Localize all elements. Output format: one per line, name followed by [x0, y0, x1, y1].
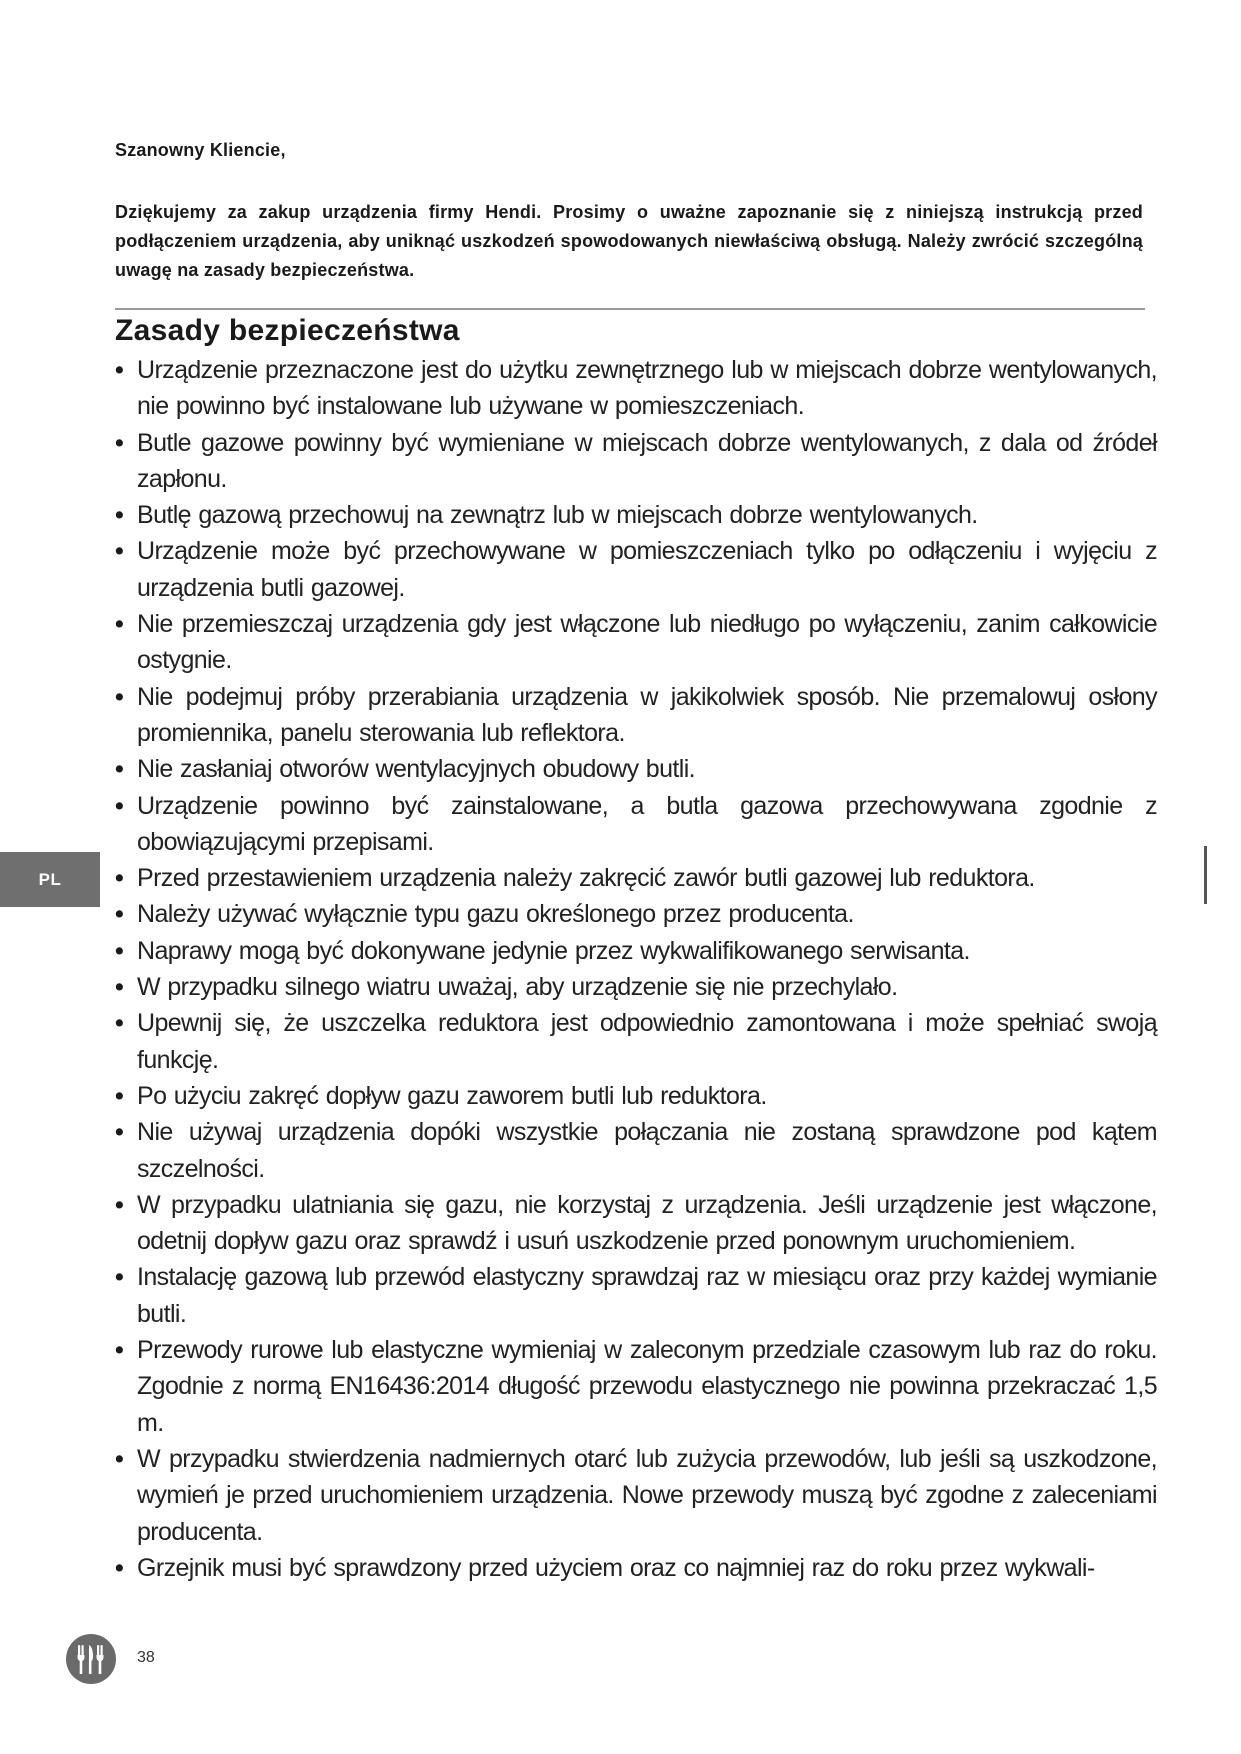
list-item: [115, 497, 1157, 533]
list-item-text: Nie podejmuj próby przerabiania urządzenia w jakikolwiek sposób. Nie przemalowuj osłony promiennika, panelu sterowania lub reflektora.: [137, 682, 1157, 747]
greeting: Szanowny Kliencie,: [115, 140, 286, 160]
list-item-text: Urządzenie powinno być zainstalowane, a butla gazowa przechowywana zgodnie z obowiązującymi przepisami.: [137, 791, 1157, 856]
page-number: 38: [137, 1649, 155, 1666]
list-item: [115, 1259, 1157, 1332]
list-item: [115, 860, 1157, 896]
list-item: [115, 1114, 1157, 1187]
list-item-text: Naprawy mogą być dokonywane jedynie przez wykwalifikowanego serwisanta.: [137, 936, 970, 965]
section-divider: [115, 308, 1145, 310]
list-item-text: Urządzenie przeznaczone jest do użytku zewnętrznego lub w miejscach dobrze wentylowanych, nie powinno być instalowane lub używane w pomieszczeniach.: [137, 356, 1157, 421]
list-item: [115, 606, 1157, 679]
cutlery-logo-icon: [66, 1634, 116, 1684]
list-item-text: Butlę gazową przechowuj na zewnątrz lub w miejscach dobrze wentylowanych.: [137, 501, 978, 530]
list-item-text: W przypadku ulatniania się gazu, nie korzystaj z urządzenia. Jeśli urządzenie jest włączone, odetnij dopływ gazu oraz sprawdź i usuń uszkodzenie przed ponownym uruchomieniem.: [137, 1190, 1157, 1256]
list-item-text: W przypadku stwierdzenia nadmiernych otarć lub zużycia przewodów, lub jeśli są uszkodzone, wymień je przed uruchomieniem urządzenia. Nowe przewody muszą być zgodne z zaleceniami producenta.: [137, 1444, 1157, 1546]
intro-paragraph: Dziękujemy za zakup urządzenia firmy Hendi. Prosimy o uważne zapoznanie się z niniejszą instrukcją przed podłączeniem urządzenia, aby uniknąć uszkodzeń spowodowanych niewłaściwą obsługą. Należy zwrócić szczególną uwagę na zasady bezpieczeństwa.: [115, 202, 1143, 280]
list-item-text: Butle gazowe powinny być wymieniane w miejscach dobrze wentylowanych, z dala od źródeł zapłonu.: [137, 428, 1157, 493]
safety-rules-list: [115, 352, 1157, 1586]
list-item-text: Instalację gazową lub przewód elastyczny sprawdzaj raz w miesiącu oraz przy każdej wymianie butli.: [137, 1263, 1157, 1328]
list-item: [115, 751, 1157, 787]
list-item-text: W przypadku silnego wiatru uważaj, aby urządzenie się nie przechylało.: [137, 973, 898, 1002]
list-item-text: Grzejnik musi być sprawdzony przed użyciem oraz co najmniej raz do roku przez wykwali-: [137, 1553, 1095, 1582]
list-item: [115, 1550, 1157, 1586]
section-title: Zasady bezpieczeństwa: [115, 314, 460, 347]
list-item: [115, 1187, 1157, 1260]
list-item: [115, 1441, 1157, 1550]
page-edge-marker: [1204, 846, 1207, 904]
list-item: [115, 425, 1157, 498]
list-item-text: Nie używaj urządzenia dopóki wszystkie połączania nie zostaną sprawdzone pod kątem szczelności.: [137, 1118, 1157, 1183]
language-tab: PL: [0, 852, 100, 907]
list-item: [115, 933, 1157, 969]
list-item-text: Przewody rurowe lub elastyczne wymieniaj w zaleconym przedziale czasowym lub raz do roku. Zgodnie z normą EN16436:2014 długość przewodu elastycznego nie powinna przekraczać 1,5 m.: [137, 1336, 1157, 1437]
list-item-text: Przed przestawieniem urządzenia należy zakręcić zawór butli gazowej lub reduktora.: [137, 864, 1035, 893]
list-item-text: Nie przemieszczaj urządzenia gdy jest włączone lub niedługo po wyłączeniu, zanim całkowicie ostygnie.: [137, 610, 1157, 675]
list-item-text: Nie zasłaniaj otworów wentylacyjnych obudowy butli.: [137, 755, 696, 784]
list-item: [115, 1332, 1157, 1441]
list-item: [115, 788, 1157, 861]
list-item: [115, 1005, 1157, 1078]
list-item: [115, 1078, 1157, 1114]
list-item-text: Po użyciu zakręć dopływ gazu zaworem butli lub reduktora.: [137, 1081, 767, 1110]
list-item: [115, 679, 1157, 752]
list-item: [115, 352, 1157, 425]
list-item-text: Urządzenie może być przechowywane w pomieszczeniach tylko po odłączeniu i wyjęciu z urządzenia butli gazowej.: [137, 537, 1157, 602]
list-item: [115, 896, 1157, 932]
list-item-text: Upewnij się, że uszczelka reduktora jest odpowiednio zamontowana i może spełniać swoją funkcję.: [137, 1009, 1157, 1074]
list-item: [115, 969, 1157, 1005]
list-item: [115, 533, 1157, 606]
list-item-text: Należy używać wyłącznie typu gazu określonego przez producenta.: [137, 900, 854, 929]
